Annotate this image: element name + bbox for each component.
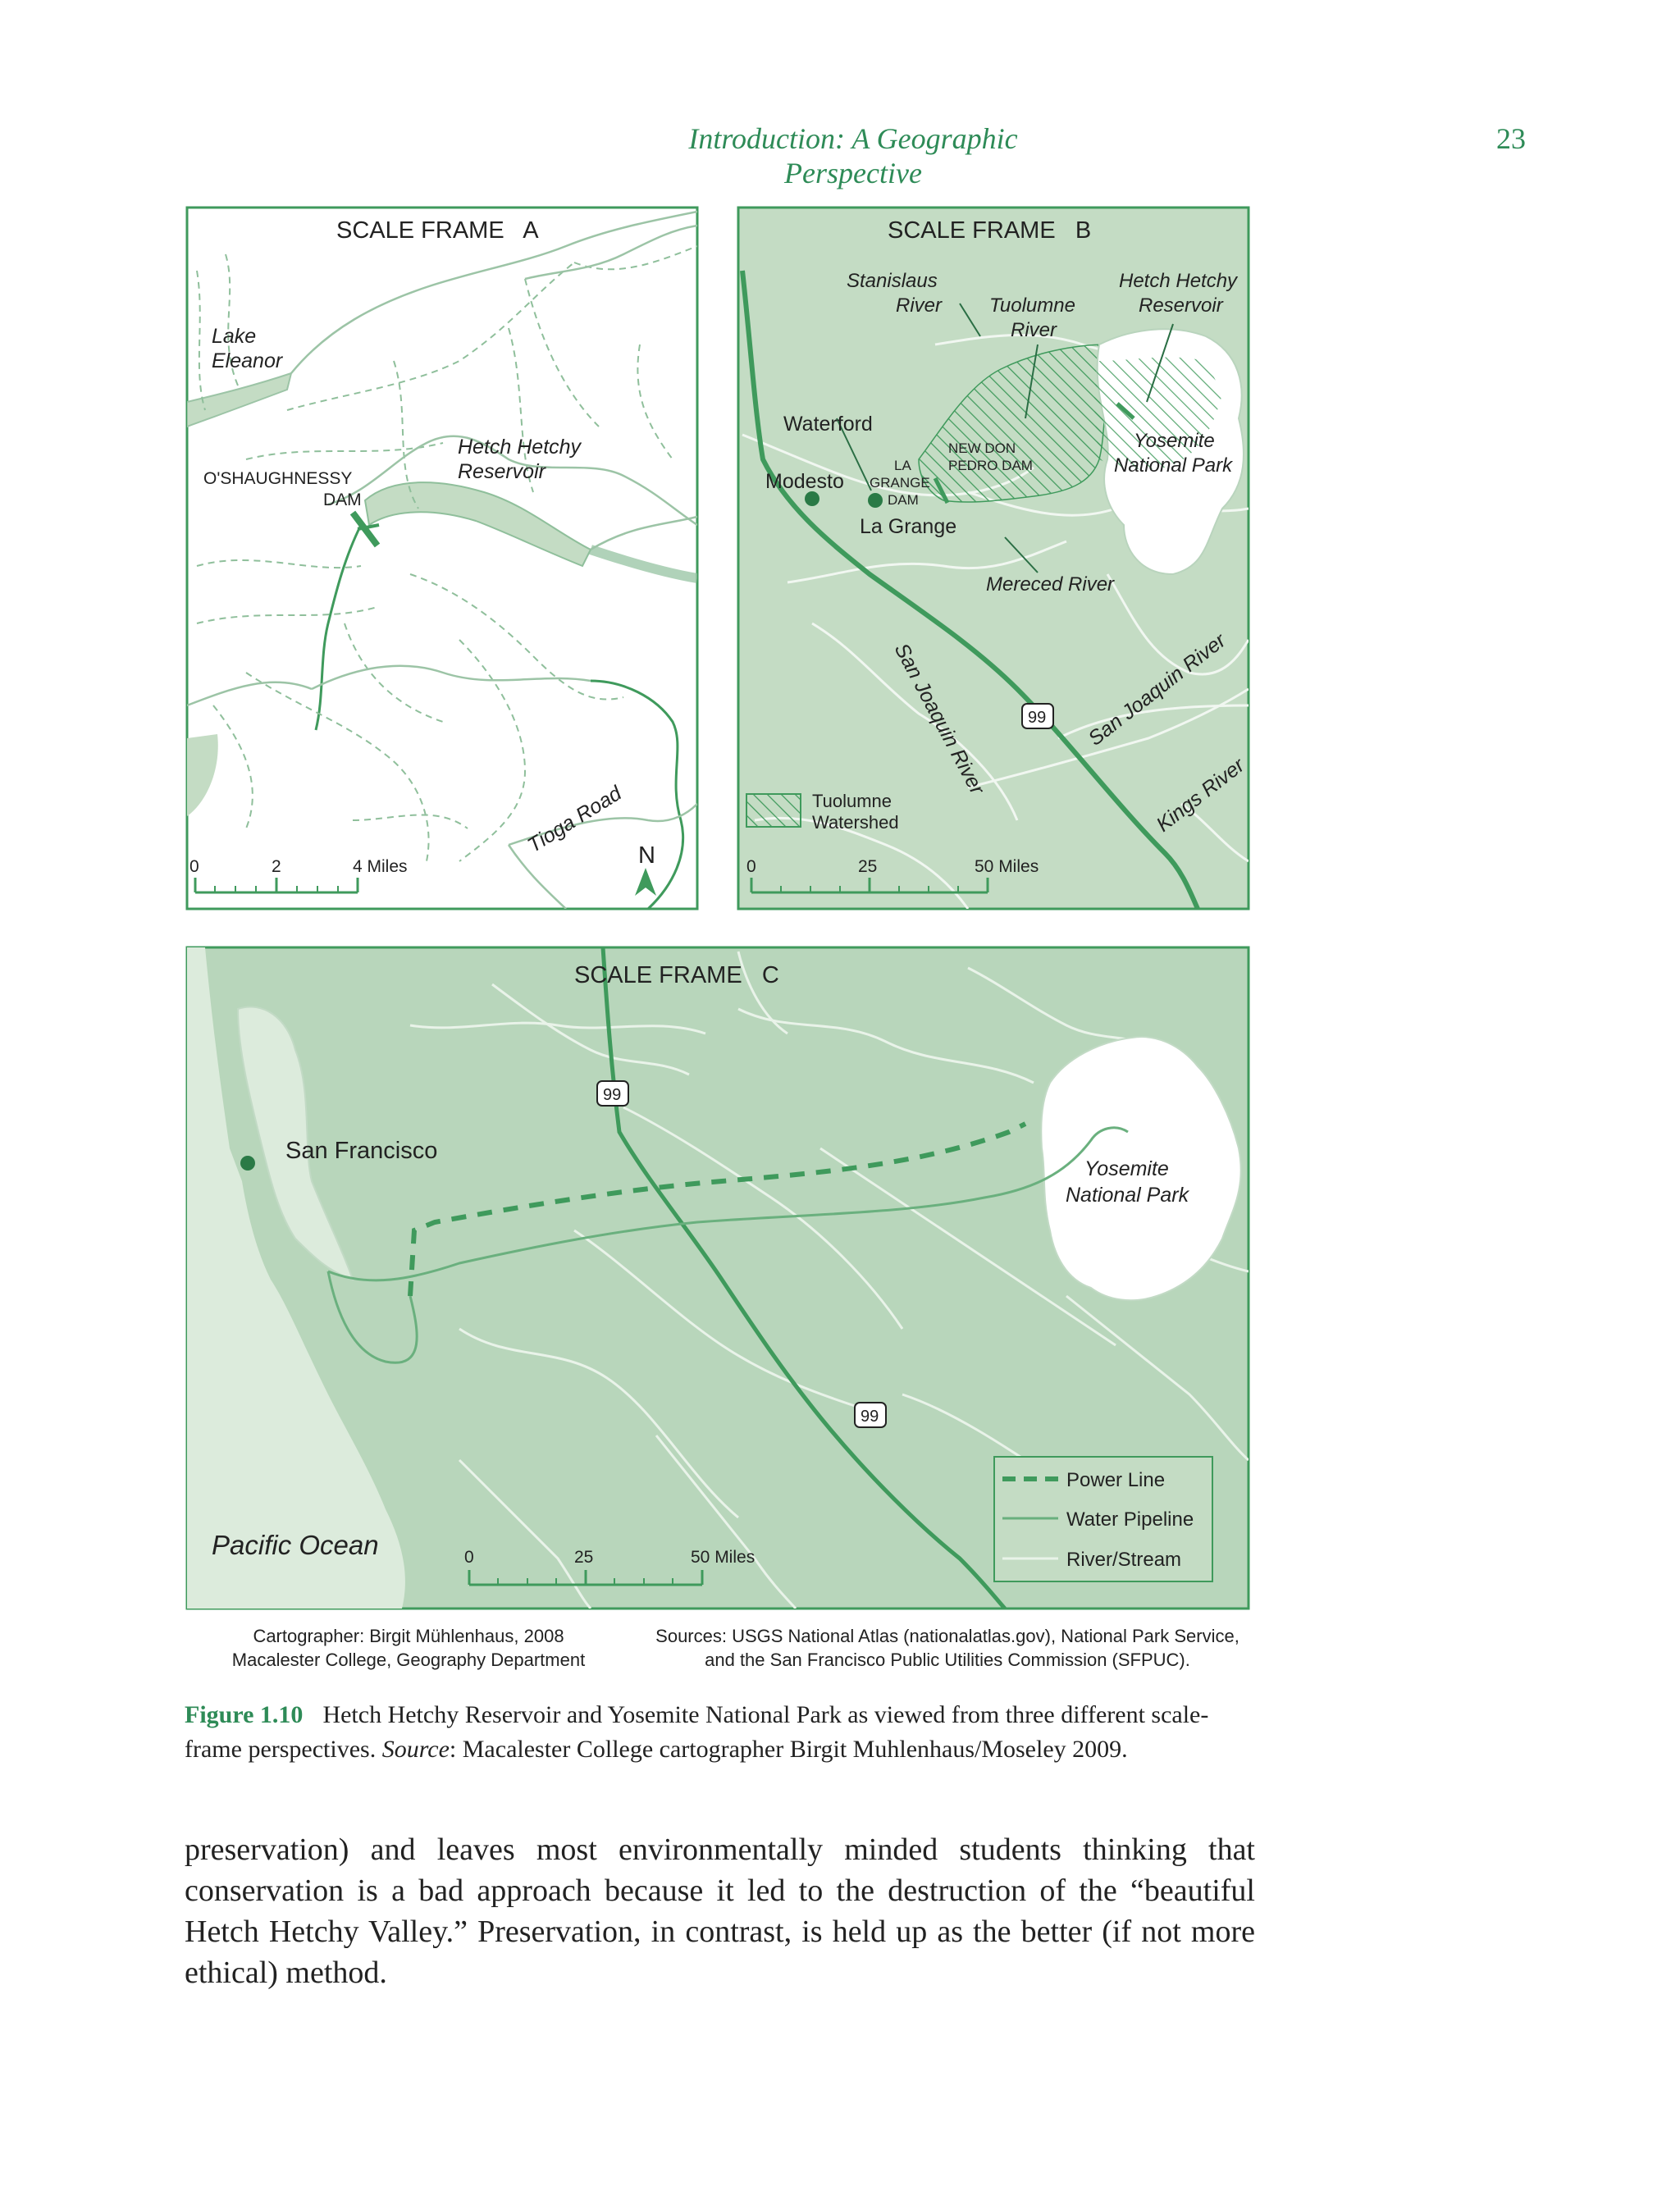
caption-text: Hetch Hetchy Reservoir and Yosemite National Park as viewed from three different scale-frame perspectives. (185, 1701, 1209, 1763)
cartographer-credit (187, 1624, 630, 1672)
frame-c-title: SCALE FRAME C (574, 962, 779, 988)
watershed-legend-label-2: Watershed (812, 812, 899, 833)
frame-a-scale-0: 0 (189, 857, 199, 876)
yosemite-b-label-2: National Park (1114, 454, 1233, 477)
tioga-road-label: Tioga Road (523, 781, 626, 858)
san-francisco-dot-icon (240, 1156, 255, 1171)
frame-b-scale-50: 50 Miles (975, 857, 1039, 876)
frame-c-scale-0: 0 (464, 1548, 474, 1567)
north-label: N (638, 842, 655, 869)
tuolumne-label-1: Tuolumne (989, 294, 1075, 317)
scale-frame-b (738, 208, 1250, 909)
hetch-hetchy-label-2: Reservoir (458, 460, 546, 483)
hetch-hetchy-b-label-1: Hetch Hetchy (1119, 270, 1238, 292)
hetch-hetchy-b-label-2: Reservoir (1139, 294, 1223, 317)
caption-source-label: Source (381, 1736, 450, 1763)
hwy-99-b-label: 99 (1028, 709, 1047, 727)
la-grange-dam-label-3: DAM (888, 492, 919, 508)
power-line-legend-label: Power Line (1066, 1469, 1166, 1491)
watershed-legend-label-1: Tuolumne (812, 791, 892, 811)
yosemite-b-label-1: Yosemite (1134, 430, 1215, 452)
tuolumne-label-2: River (1011, 319, 1057, 341)
sources-line-1: Sources: USGS National Atlas (nationalatlas.gov), National Park Service, (655, 1626, 1239, 1646)
caption-source-text: : Macalester College cartographer Birgit Muhlenhaus/Moseley 2009. (449, 1736, 1128, 1763)
merced-river-label: Mereced River (986, 573, 1115, 596)
sources-line-2: and the San Francisco Public Utilities Commission (SFPUC). (705, 1650, 1190, 1670)
la-grange-dam-label-2: GRANGE (870, 475, 930, 491)
modesto-dot-icon (805, 491, 819, 506)
new-don-pedro-label-1: NEW DON (948, 440, 1016, 456)
kings-river-label: Kings River (1152, 753, 1249, 837)
la-grange-dot-icon (868, 493, 883, 508)
modesto-label: Modesto (765, 470, 844, 493)
pacific-ocean-label: Pacific Ocean (212, 1530, 379, 1560)
pipeline-legend-label: Water Pipeline (1066, 1508, 1194, 1531)
san-joaquin-label-2: San Joaquin River (1084, 628, 1230, 751)
frame-a-scale-2: 2 (272, 857, 281, 876)
frame-a-title: SCALE FRAME A (336, 217, 539, 244)
hwy-99-top-label: 99 (603, 1086, 622, 1104)
cartographer-line-2: Macalester College, Geography Department (231, 1650, 586, 1670)
frame-b-scale-0: 0 (746, 857, 756, 876)
hwy-99-bottom-label: 99 (861, 1408, 879, 1426)
waterford-label: Waterford (783, 413, 873, 436)
frame-c-scale-25: 25 (574, 1548, 594, 1567)
la-grange-label: La Grange (860, 515, 957, 538)
stanislaus-label-2: River (896, 294, 943, 317)
dam-label-1: O'SHAUGHNESSY (203, 469, 353, 488)
frame-b-scale-25: 25 (858, 857, 878, 876)
sources-credit (640, 1624, 1255, 1672)
stanislaus-label-1: Stanislaus (847, 270, 938, 292)
yosemite-c-label-2: National Park (1066, 1184, 1189, 1207)
frame-a-scale-4: 4 Miles (353, 857, 408, 876)
lake-eleanor-label-2: Eleanor (212, 349, 283, 372)
watershed-legend-swatch (746, 794, 801, 827)
san-francisco-label: San Francisco (285, 1138, 438, 1164)
scale-frame-c (187, 947, 1249, 1609)
new-don-pedro-label-2: PEDRO DAM (948, 458, 1033, 473)
figure-label: Figure 1.10 (185, 1701, 304, 1728)
body-paragraph (185, 1829, 1255, 1993)
la-grange-dam-label-1: LA (894, 458, 911, 473)
lake-eleanor-label-1: Lake (212, 325, 257, 348)
frame-b-title: SCALE FRAME B (888, 217, 1092, 244)
scale-frame-a (187, 208, 697, 909)
body-paragraph-text: preservation) and leaves most environmentally minded students thinking that conservation is a bad approach because it led to the destruction of the “beautiful Hetch Hetchy Valley.” Preservation, in contrast, is held up as the better (if not more ethical) method. (185, 1832, 1255, 1990)
cartographer-line-1: Cartographer: Birgit Mühlenhaus, 2008 (253, 1626, 564, 1646)
yosemite-c-label-1: Yosemite (1084, 1157, 1169, 1180)
river-legend-label: River/Stream (1066, 1549, 1182, 1571)
page-number: 23 (1496, 122, 1526, 155)
hetch-hetchy-label-1: Hetch Hetchy (458, 436, 582, 459)
san-joaquin-label-1: San Joaquin River (889, 639, 989, 799)
figure-caption (185, 1698, 1251, 1767)
dam-label-2: DAM (323, 491, 362, 509)
frame-c-scale-50: 50 Miles (691, 1548, 756, 1567)
running-title: Introduction: A Geographic Perspective (688, 122, 1018, 189)
